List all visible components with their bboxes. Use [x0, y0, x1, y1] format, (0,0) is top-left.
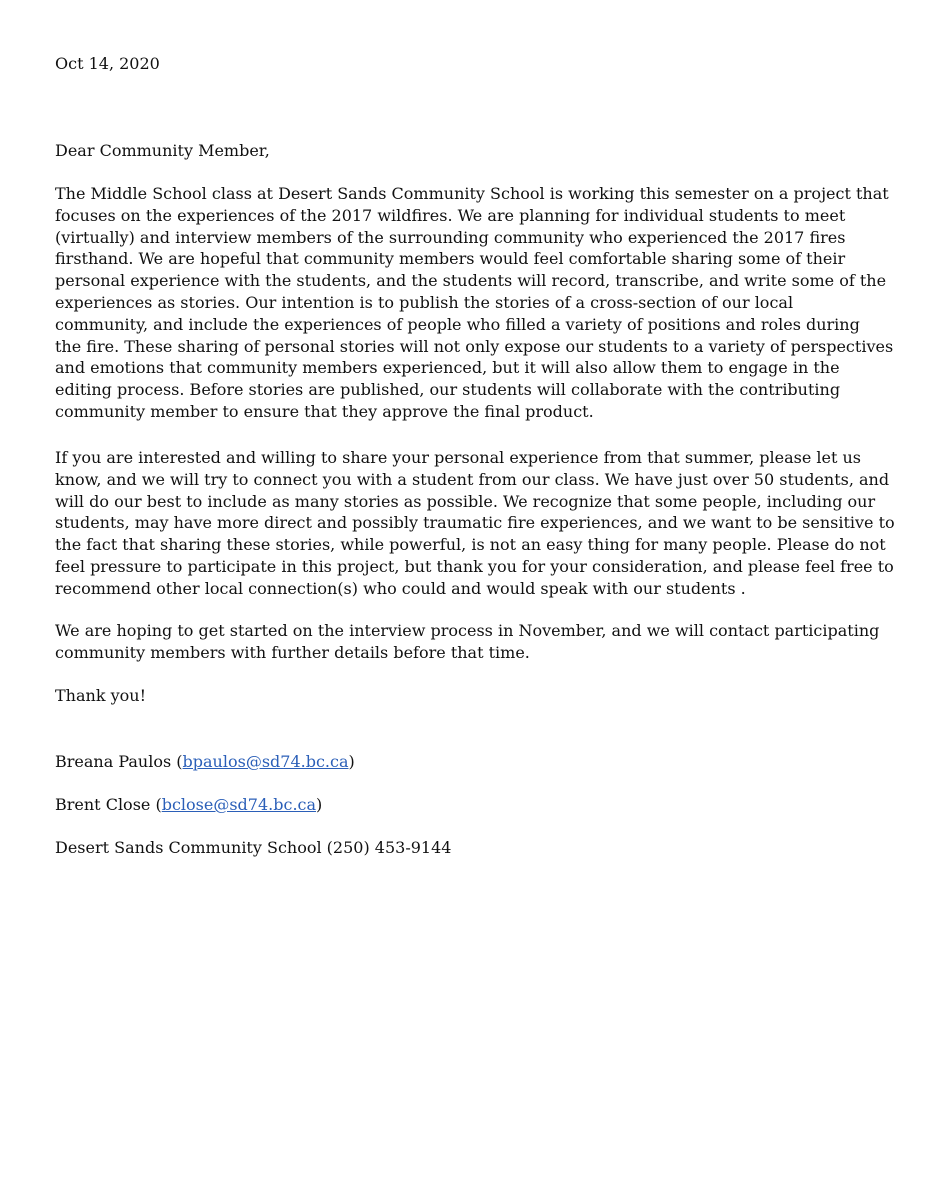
salutation: Dear Community Member,: [55, 141, 270, 160]
paragraph-line: recommend other local connection(s) who could and would speak with our students .: [55, 578, 746, 598]
paragraph-line: firsthand. We are hopeful that community members would feel comfortable sharing some of their: [55, 249, 846, 269]
closing: Thank you!: [55, 686, 147, 705]
paragraph-line: know, and we will try to connect you with a student from our class. We have just over 50 students, and: [55, 469, 890, 489]
paragraph-line: personal experience with the students, and the students will record, transcribe, and write some of the: [55, 271, 887, 291]
contact-name: Brent Close (: [55, 795, 162, 814]
paragraph-line: feel pressure to participate in this project, but thank you for your consideration, and please feel free to: [55, 556, 894, 576]
paragraph-line: focuses on the experiences of the 2017 wildfires. We are planning for individual students to meet: [55, 205, 846, 225]
paragraph-line: experiences as stories. Our intention is to publish the stories of a cross-section of our local: [55, 292, 794, 312]
email-link-bpaulos[interactable]: bpaulos@sd74.bc.ca: [182, 752, 349, 771]
paragraph-line: and emotions that community members experienced, but it will also allow them to engage in the: [55, 358, 840, 378]
paragraph-invitation: [55, 447, 895, 600]
paragraph-line: students, may have more direct and possibly traumatic fire experiences, and we want to be sensitive to: [55, 513, 895, 533]
paragraph-timeline: [55, 620, 880, 664]
contact-breana-paulos: [55, 751, 355, 773]
paragraph-line: We are hoping to get started on the interview process in November, and we will contact participating: [55, 621, 880, 640]
contact-name: Breana Paulos (: [55, 752, 183, 771]
paragraph-line: community, and include the experiences of people who filled a variety of positions and roles during: [55, 314, 860, 334]
email-link-bclose[interactable]: bclose@sd74.bc.ca: [161, 795, 317, 814]
contact-suffix: ): [348, 752, 355, 771]
school-contact-line: Desert Sands Community School (250) 453-9144: [55, 838, 452, 857]
paragraph-line: community member to ensure that they approve the final product.: [55, 401, 594, 421]
paragraph-line: the fire. These sharing of personal stories will not only expose our students to a variety of perspectives: [55, 336, 894, 356]
paragraph-project-description: [55, 183, 894, 423]
contact-suffix: ): [316, 795, 323, 814]
paragraph-line: the fact that sharing these stories, while powerful, is not an easy thing for many people. Please do not: [55, 535, 886, 555]
paragraph-line: editing process. Before stories are published, our students will collaborate with the contributing: [55, 380, 841, 400]
paragraph-line: If you are interested and willing to share your personal experience from that summer, please let us: [55, 448, 861, 467]
letter-date: Oct 14, 2020: [55, 54, 160, 73]
contact-brent-close: [55, 794, 322, 816]
paragraph-line: The Middle School class at Desert Sands Community School is working this semester on a project that: [55, 184, 889, 203]
paragraph-line: (virtually) and interview members of the surrounding community who experienced the 2017 fires: [55, 227, 846, 247]
paragraph-line: community members with further details before that time.: [55, 642, 530, 662]
paragraph-line: will do our best to include as many stories as possible. We recognize that some people, including our: [55, 491, 876, 511]
